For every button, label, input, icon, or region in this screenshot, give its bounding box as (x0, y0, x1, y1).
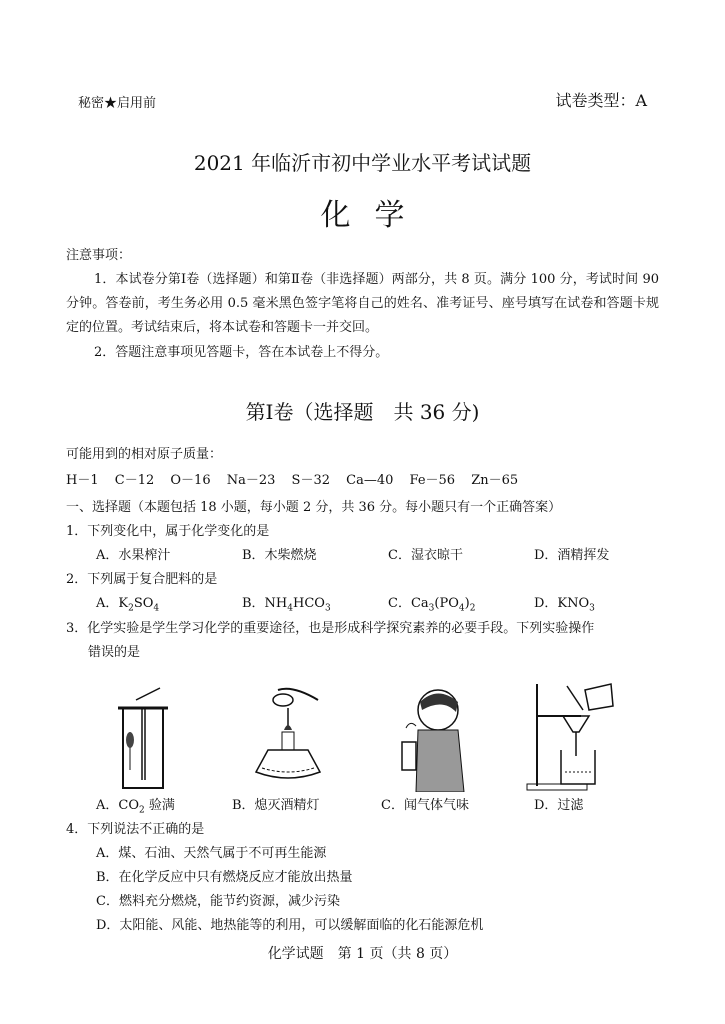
option: B．$NH_4HCO_3$ (242, 596, 331, 614)
atomic-mass-heading: 可能用到的相对原子质量： (66, 447, 223, 462)
confidential-label: 秘密★启用前 (78, 96, 157, 111)
question-1-stem: 1．下列变化中，属于化学变化的是 (66, 524, 270, 539)
option: A．水果榨汁 (96, 548, 171, 563)
notice-item-2: 2．答题注意事项见答题卡，答在本试卷上不得分。 (94, 345, 389, 360)
atomic-mass-item: Fe－56 (409, 473, 456, 488)
page-footer: 化学试题 第 1 页（共 8 页） (267, 946, 458, 962)
question-4-stem: 4．下列说法不正确的是 (66, 822, 205, 837)
smell-gas-figure (388, 680, 468, 792)
section-title: 第Ⅰ卷（选择题 共 36 分) (245, 400, 480, 424)
notice-item-1: 1．本试卷分第Ⅰ卷（选择题）和第Ⅱ卷（非选择题）两部分，共 8 页。满分 100 分，考试时间 90 分钟。答卷前，考生务必用 0.5 毫米黑色签字笔将自己的姓名、准考证号、座号填写在试卷和答题卡规定的位置。考试结束后，将本试卷和答题卡一并交回。 (66, 272, 659, 335)
exam-title: 2021 年临沂市初中学业水平考试试题 (193, 151, 532, 175)
paper-type-label: 试卷类型：A (555, 91, 647, 110)
question-1-options (96, 544, 696, 568)
figure-c-caption: C．闻气体气味 (381, 798, 469, 813)
option: D．太阳能、风能、地热能等的利用，可以缓解面临的化石能源危机 (96, 918, 484, 933)
option: A．$K_2SO_4$ (96, 596, 160, 614)
option: B．在化学反应中只有燃烧反应才能放出热量 (96, 870, 353, 885)
option: D．$KNO_3$ (534, 596, 595, 614)
atomic-mass-item: H－1 (66, 473, 99, 488)
atomic-mass-item: Ca—40 (346, 473, 394, 488)
alcohol-lamp-figure (248, 680, 328, 792)
option: D．酒精挥发 (534, 548, 610, 563)
atomic-mass-item: Zn－65 (471, 473, 519, 488)
question-3-stem: 3．化学实验是学生学习化学的重要途径，也是形成科学探究素养的必要手段。下列实验操作 错误的是 (66, 621, 595, 660)
figure-a-caption: A．$CO_2$ 验满 (96, 798, 175, 816)
atomic-mass-item: Na－23 (226, 473, 276, 488)
option: A．煤、石油、天然气属于不可再生能源 (96, 846, 327, 861)
notice-heading: 注意事项： (66, 248, 132, 263)
option: C．湿衣晾干 (388, 548, 463, 563)
question-2-stem: 2．下列属于复合肥料的是 (66, 572, 218, 587)
atomic-mass-item: S－32 (291, 473, 330, 488)
filtration-figure (525, 680, 615, 792)
co2-bottle-figure (108, 680, 178, 792)
part-instructions: 一、选择题（本题包括 18 小题，每小题 2 分，共 36 分。每小题只有一个正确答案） (66, 500, 562, 515)
option: B．木柴燃烧 (242, 548, 317, 563)
atomic-mass-list (66, 469, 530, 493)
option: C．燃料充分燃烧，能节约资源，减少污染 (96, 894, 340, 909)
figure-d-caption: D．过滤 (534, 798, 584, 813)
option: C．$Ca_3(PO_4)_2$ (388, 596, 476, 614)
atomic-mass-item: C－12 (114, 473, 155, 488)
figure-b-caption: B．熄灭酒精灯 (232, 798, 320, 813)
atomic-mass-item: O－16 (170, 473, 211, 488)
subject-title: 化学 (320, 198, 429, 233)
